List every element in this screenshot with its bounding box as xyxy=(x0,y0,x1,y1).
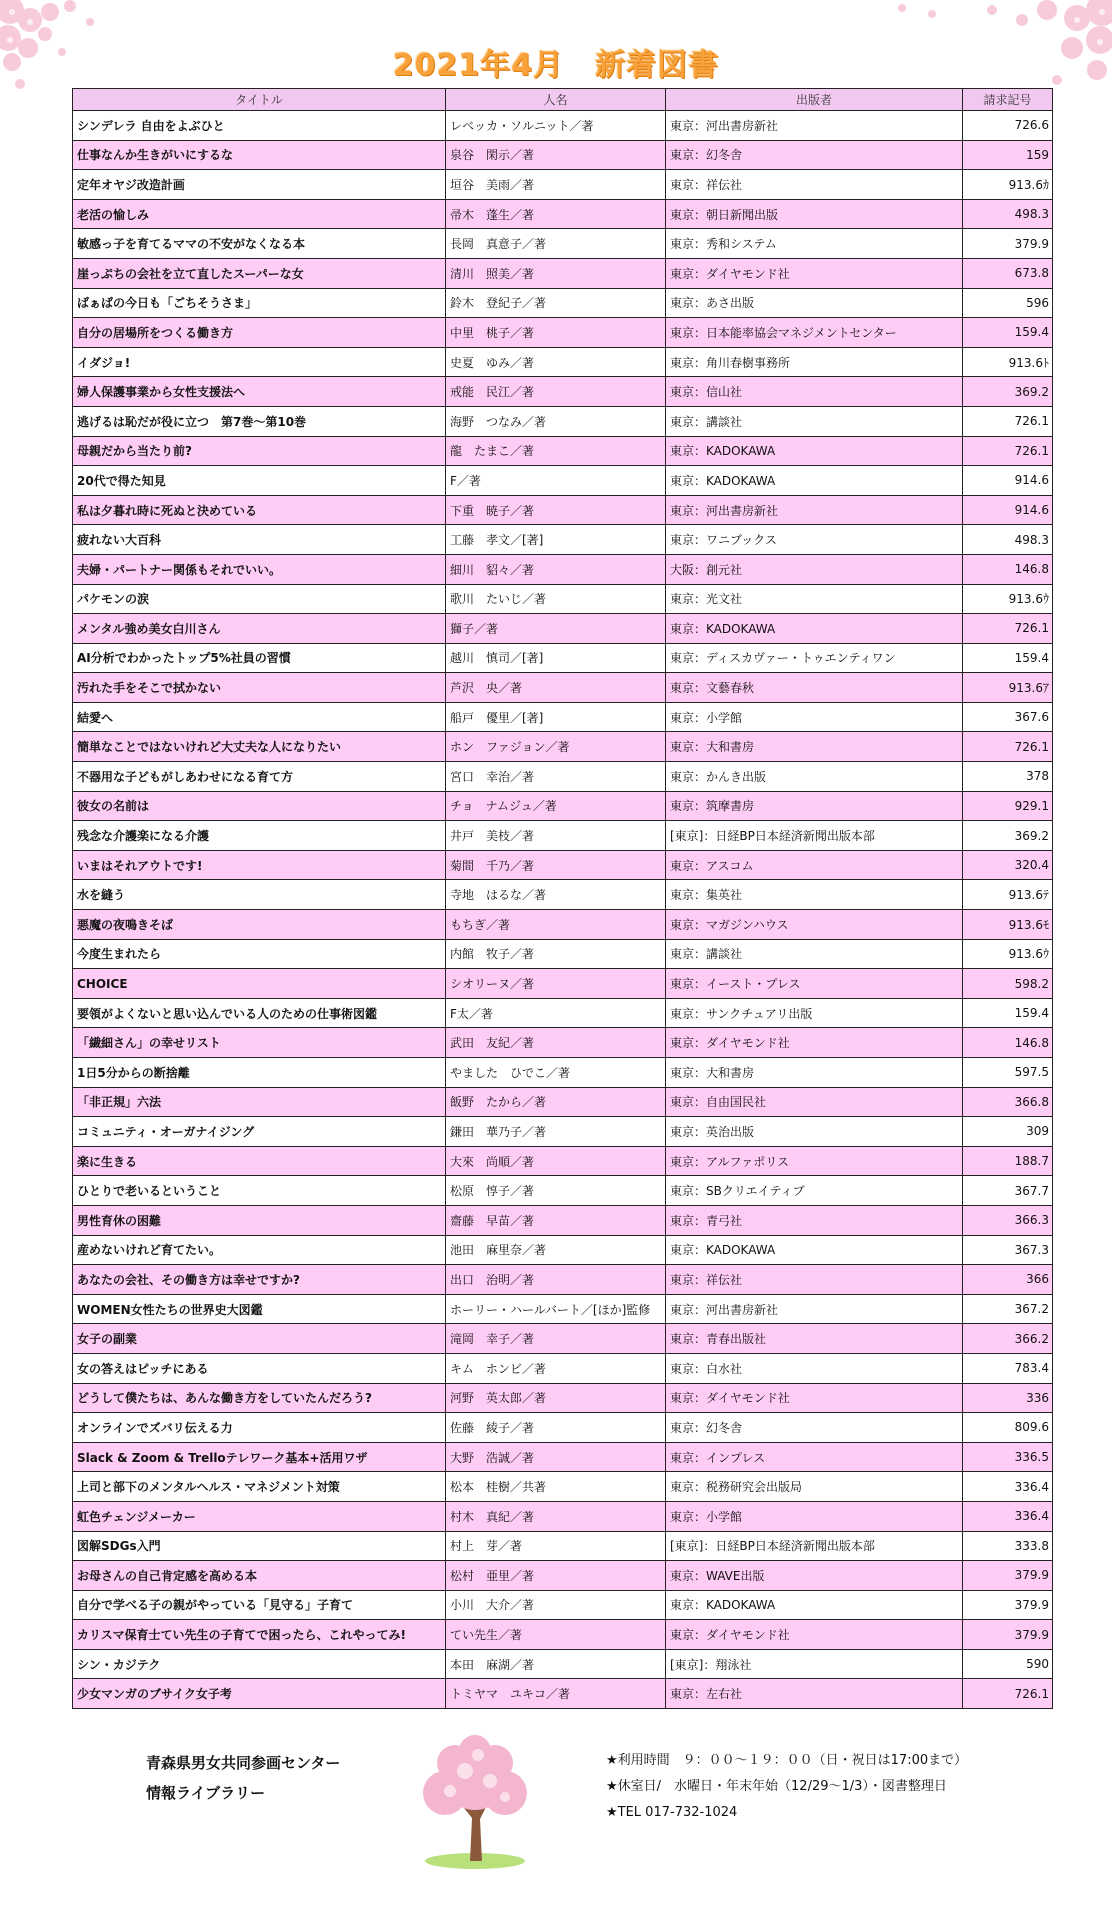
publisher: 東京：白水社 xyxy=(666,1353,963,1383)
call-number: 333.8 xyxy=(963,1531,1053,1561)
table-row xyxy=(73,910,1053,940)
author-name: 武田 友紀／著 xyxy=(446,1028,666,1058)
author-name: 本田 麻湖／著 xyxy=(446,1649,666,1679)
table-row xyxy=(73,1353,1053,1383)
book-title: 母親だから当たり前? xyxy=(73,436,446,466)
author-name: 越川 慎司／[著] xyxy=(446,643,666,673)
table-row xyxy=(73,1442,1053,1472)
table-row xyxy=(73,584,1053,614)
call-number: 336 xyxy=(963,1383,1053,1413)
table-row xyxy=(73,643,1053,673)
book-title: 楽に生きる xyxy=(73,1146,446,1176)
column-header-title: タイトル xyxy=(73,89,446,111)
table-row xyxy=(73,732,1053,762)
book-title: 今度生まれたら xyxy=(73,939,446,969)
author-name: 長岡 真意子／著 xyxy=(446,229,666,259)
table-row xyxy=(73,258,1053,288)
author-name: 獅子／著 xyxy=(446,614,666,644)
footer-organization xyxy=(146,1748,340,1808)
call-number: 379.9 xyxy=(963,1620,1053,1650)
table-row xyxy=(73,1472,1053,1502)
publisher: 東京：青春出版社 xyxy=(666,1324,963,1354)
call-number: 309 xyxy=(963,1117,1053,1147)
publisher: 東京：英治出版 xyxy=(666,1117,963,1147)
call-number: 726.1 xyxy=(963,732,1053,762)
call-number: 783.4 xyxy=(963,1353,1053,1383)
call-number: 379.9 xyxy=(963,229,1053,259)
table-row xyxy=(73,1265,1053,1295)
column-header-call-number: 請求記号 xyxy=(963,89,1053,111)
table-row xyxy=(73,1679,1053,1709)
call-number: 188.7 xyxy=(963,1146,1053,1176)
table-row xyxy=(73,673,1053,703)
author-name: 大野 浩誠／著 xyxy=(446,1442,666,1472)
publisher: 東京：講談社 xyxy=(666,939,963,969)
author-name: 清川 照美／著 xyxy=(446,258,666,288)
book-title: お母さんの自己肯定感を高める本 xyxy=(73,1561,446,1591)
call-number: 913.6ﾃ xyxy=(963,880,1053,910)
publisher: 東京：サンクチュアリ出版 xyxy=(666,998,963,1028)
publisher: 東京：ダイヤモンド社 xyxy=(666,1620,963,1650)
book-title: 自分で学べる子の親がやっている「見守る」子育て xyxy=(73,1590,446,1620)
book-title: メンタル強め美女白川さん xyxy=(73,614,446,644)
publisher: 東京：日本能率協会マネジメントセンター xyxy=(666,318,963,348)
book-title: 「非正規」六法 xyxy=(73,1087,446,1117)
call-number: 369.2 xyxy=(963,821,1053,851)
book-title: いまはそれアウトです! xyxy=(73,850,446,880)
table-row xyxy=(73,614,1053,644)
call-number: 366.8 xyxy=(963,1087,1053,1117)
author-name: 帚木 蓬生／著 xyxy=(446,199,666,229)
publisher: 東京：インプレス xyxy=(666,1442,963,1472)
table-row xyxy=(73,466,1053,496)
call-number: 597.5 xyxy=(963,1058,1053,1088)
author-name: もちぎ／著 xyxy=(446,910,666,940)
table-row xyxy=(73,525,1053,555)
call-number: 379.9 xyxy=(963,1561,1053,1591)
table-row xyxy=(73,495,1053,525)
publisher: 東京：筑摩書房 xyxy=(666,791,963,821)
call-number: 146.8 xyxy=(963,1028,1053,1058)
publisher: 東京：大和書房 xyxy=(666,732,963,762)
author-name: てい先生／著 xyxy=(446,1620,666,1650)
call-number: 366.2 xyxy=(963,1324,1053,1354)
book-title: 疲れない大百科 xyxy=(73,525,446,555)
book-title: 女の答えはピッチにある xyxy=(73,1353,446,1383)
page-title: 2021年4月 新着図書 xyxy=(392,48,720,83)
book-title: 敏感っ子を育てるママの不安がなくなる本 xyxy=(73,229,446,259)
publisher: 東京：KADOKAWA xyxy=(666,1590,963,1620)
book-title: どうして僕たちは、あんな働き方をしていたんだろう? xyxy=(73,1383,446,1413)
author-name: ホン ファジョン／著 xyxy=(446,732,666,762)
book-title: 仕事なんか生きがいにするな xyxy=(73,140,446,170)
book-title: 産めないけれど育てたい。 xyxy=(73,1235,446,1265)
call-number: 913.6ｱ xyxy=(963,673,1053,703)
cherry-tree-illustration xyxy=(400,1733,550,1873)
table-row xyxy=(73,377,1053,407)
author-name: やました ひでこ／著 xyxy=(446,1058,666,1088)
book-title: ばぁばの今日も「ごちそうさま」 xyxy=(73,288,446,318)
table-row xyxy=(73,1531,1053,1561)
call-number: 809.6 xyxy=(963,1413,1053,1443)
author-name: 村木 真紀／著 xyxy=(446,1501,666,1531)
author-name: 船戸 優里／[著] xyxy=(446,702,666,732)
author-name: 井戸 美枝／著 xyxy=(446,821,666,851)
author-name: 飯野 たから／著 xyxy=(446,1087,666,1117)
table-row xyxy=(73,1649,1053,1679)
publisher: 東京：青弓社 xyxy=(666,1205,963,1235)
publisher: 東京：祥伝社 xyxy=(666,170,963,200)
table-row xyxy=(73,1501,1053,1531)
book-title: パケモンの涙 xyxy=(73,584,446,614)
table-row xyxy=(73,702,1053,732)
table-row xyxy=(73,1235,1053,1265)
call-number: 913.6ｶ xyxy=(963,170,1053,200)
publisher: 東京：アルファポリス xyxy=(666,1146,963,1176)
call-number: 913.6ﾄ xyxy=(963,347,1053,377)
author-name: 大來 尚順／著 xyxy=(446,1146,666,1176)
call-number: 336.4 xyxy=(963,1501,1053,1531)
author-name: 工藤 孝文／[著] xyxy=(446,525,666,555)
author-name: 滝岡 幸子／著 xyxy=(446,1324,666,1354)
book-title: 水を縫う xyxy=(73,880,446,910)
author-name: 戒能 民江／著 xyxy=(446,377,666,407)
publisher: 東京：信山社 xyxy=(666,377,963,407)
call-number: 914.6 xyxy=(963,466,1053,496)
call-number: 726.1 xyxy=(963,406,1053,436)
author-name: 龍 たまこ／著 xyxy=(446,436,666,466)
book-title: AI分析でわかったトップ5%社員の習慣 xyxy=(73,643,446,673)
book-title: シン・カジテク xyxy=(73,1649,446,1679)
call-number: 726.1 xyxy=(963,436,1053,466)
book-title: CHOICE xyxy=(73,969,446,999)
author-name: 出口 治明／著 xyxy=(446,1265,666,1295)
book-title: 図解SDGs入門 xyxy=(73,1531,446,1561)
call-number: 596 xyxy=(963,288,1053,318)
publisher: 東京：河出書房新社 xyxy=(666,111,963,141)
table-row xyxy=(73,821,1053,851)
table-row xyxy=(73,1294,1053,1324)
author-name: トミヤマ ユキコ／著 xyxy=(446,1679,666,1709)
table-header-row xyxy=(73,89,1053,111)
book-title: 悪魔の夜鳴きそば xyxy=(73,910,446,940)
publisher: [東京]：日経BP日本経済新聞出版本部 xyxy=(666,1531,963,1561)
book-title: 逃げるは恥だが役に立つ 第7巻～第10巻 xyxy=(73,406,446,436)
publisher: 東京：SBクリエイティブ xyxy=(666,1176,963,1206)
call-number: 369.2 xyxy=(963,377,1053,407)
author-name: 海野 つなみ／著 xyxy=(446,406,666,436)
book-title: シンデレラ 自由をよぶひと xyxy=(73,111,446,141)
new-books-table xyxy=(72,88,1053,1709)
book-title: 簡単なことではないけれど大丈夫な人になりたい xyxy=(73,732,446,762)
book-title: 私は夕暮れ時に死ぬと決めている xyxy=(73,495,446,525)
table-row xyxy=(73,288,1053,318)
book-title: 自分の居場所をつくる働き方 xyxy=(73,318,446,348)
author-name: 宮口 幸治／著 xyxy=(446,762,666,792)
book-title: 定年オヤジ改造計画 xyxy=(73,170,446,200)
call-number: 914.6 xyxy=(963,495,1053,525)
footer-info xyxy=(606,1748,967,1826)
publisher: 東京：河出書房新社 xyxy=(666,495,963,525)
author-name: 松本 桂樹／共著 xyxy=(446,1472,666,1502)
table-row xyxy=(73,969,1053,999)
publisher: 東京：小学館 xyxy=(666,702,963,732)
author-name: 菊間 千乃／著 xyxy=(446,850,666,880)
book-title: 崖っぷちの会社を立て直したスーパーな女 xyxy=(73,258,446,288)
book-title: 上司と部下のメンタルヘルス・マネジメント対策 xyxy=(73,1472,446,1502)
call-number: 378 xyxy=(963,762,1053,792)
table-row xyxy=(73,229,1053,259)
author-name: 河野 英太郎／著 xyxy=(446,1383,666,1413)
book-title: 要領がよくないと思い込んでいる人のための仕事術図鑑 xyxy=(73,998,446,1028)
book-title: 婦人保護事業から女性支援法へ xyxy=(73,377,446,407)
call-number: 498.3 xyxy=(963,199,1053,229)
call-number: 367.2 xyxy=(963,1294,1053,1324)
table-row xyxy=(73,406,1053,436)
author-name: 中里 桃子／著 xyxy=(446,318,666,348)
author-name: 佐藤 綾子／著 xyxy=(446,1413,666,1443)
table-row xyxy=(73,436,1053,466)
table-row xyxy=(73,1058,1053,1088)
call-number: 159.4 xyxy=(963,998,1053,1028)
author-name: 小川 大介／著 xyxy=(446,1590,666,1620)
publisher: 東京：ダイヤモンド社 xyxy=(666,258,963,288)
author-name: 泉谷 閑示／著 xyxy=(446,140,666,170)
table-row xyxy=(73,1176,1053,1206)
table-row xyxy=(73,1117,1053,1147)
publisher: 東京：ダイヤモンド社 xyxy=(666,1383,963,1413)
author-name: チョ ナムジュ／著 xyxy=(446,791,666,821)
organization-name: 青森県男女共同参画センター xyxy=(146,1754,341,1772)
call-number: 336.5 xyxy=(963,1442,1053,1472)
table-row xyxy=(73,1028,1053,1058)
book-title: カリスマ保育士てい先生の子育てで困ったら、これやってみ! xyxy=(73,1620,446,1650)
publisher: [東京]：日経BP日本経済新聞出版本部 xyxy=(666,821,963,851)
table-row xyxy=(73,554,1053,584)
publisher: 東京：WAVE出版 xyxy=(666,1561,963,1591)
book-title: 残念な介護楽になる介護 xyxy=(73,821,446,851)
call-number: 913.6ｳ xyxy=(963,939,1053,969)
author-name: 松村 亜里／著 xyxy=(446,1561,666,1591)
book-title: 少女マンガのブサイク女子考 xyxy=(73,1679,446,1709)
publisher: 東京：アスコム xyxy=(666,850,963,880)
publisher: 東京：講談社 xyxy=(666,406,963,436)
author-name: 池田 麻里奈／著 xyxy=(446,1235,666,1265)
table-row xyxy=(73,199,1053,229)
call-number: 159 xyxy=(963,140,1053,170)
publisher: 東京：マガジンハウス xyxy=(666,910,963,940)
publisher: 東京：大和書房 xyxy=(666,1058,963,1088)
book-title: 男性育休の困難 xyxy=(73,1205,446,1235)
publisher: 東京：イースト・プレス xyxy=(666,969,963,999)
author-name: 内館 牧子／著 xyxy=(446,939,666,969)
author-name: F／著 xyxy=(446,466,666,496)
publisher: 大阪：創元社 xyxy=(666,554,963,584)
table-row xyxy=(73,880,1053,910)
call-number: 366.3 xyxy=(963,1205,1053,1235)
author-name: 歌川 たいじ／著 xyxy=(446,584,666,614)
publisher: 東京：左右社 xyxy=(666,1679,963,1709)
book-title: 虹色チェンジメーカー xyxy=(73,1501,446,1531)
column-header-author: 人名 xyxy=(446,89,666,111)
author-name: レベッカ・ソルニット／著 xyxy=(446,111,666,141)
book-title: コミュニティ・オーガナイジング xyxy=(73,1117,446,1147)
call-number: 498.3 xyxy=(963,525,1053,555)
book-title: 女子の副業 xyxy=(73,1324,446,1354)
author-name: キム ホンビ／著 xyxy=(446,1353,666,1383)
author-name: F太／著 xyxy=(446,998,666,1028)
table-row xyxy=(73,998,1053,1028)
table-row xyxy=(73,1087,1053,1117)
table-row xyxy=(73,170,1053,200)
call-number: 726.1 xyxy=(963,1679,1053,1709)
publisher: 東京：ディスカヴァー・トゥエンティワン xyxy=(666,643,963,673)
call-number: 379.9 xyxy=(963,1590,1053,1620)
author-name: 鈴木 登紀子／著 xyxy=(446,288,666,318)
author-name: 垣谷 美雨／著 xyxy=(446,170,666,200)
call-number: 598.2 xyxy=(963,969,1053,999)
book-title: 20代で得た知見 xyxy=(73,466,446,496)
publisher: 東京：税務研究会出版局 xyxy=(666,1472,963,1502)
author-name: 下重 暁子／著 xyxy=(446,495,666,525)
call-number: 320.4 xyxy=(963,850,1053,880)
book-title: 結愛へ xyxy=(73,702,446,732)
publisher: 東京：KADOKAWA xyxy=(666,466,963,496)
publisher: 東京：祥伝社 xyxy=(666,1265,963,1295)
book-title: 不器用な子どもがしあわせになる育て方 xyxy=(73,762,446,792)
publisher: 東京：KADOKAWA xyxy=(666,436,963,466)
publisher: 東京：朝日新聞出版 xyxy=(666,199,963,229)
table-row xyxy=(73,1383,1053,1413)
book-title: オンラインでズバリ伝える力 xyxy=(73,1413,446,1443)
table-row xyxy=(73,1590,1053,1620)
table-row xyxy=(73,1205,1053,1235)
table-row xyxy=(73,1413,1053,1443)
book-title: ひとりで老いるということ xyxy=(73,1176,446,1206)
book-title: 彼女の名前は xyxy=(73,791,446,821)
author-name: 松原 惇子／著 xyxy=(446,1176,666,1206)
publisher: 東京：かんき出版 xyxy=(666,762,963,792)
call-number: 590 xyxy=(963,1649,1053,1679)
publisher: [東京]：翔泳社 xyxy=(666,1649,963,1679)
publisher: 東京：自由国民社 xyxy=(666,1087,963,1117)
table-body xyxy=(73,111,1053,1709)
book-title: 汚れた手をそこで拭かない xyxy=(73,673,446,703)
publisher: 東京：KADOKAWA xyxy=(666,1235,963,1265)
table-row xyxy=(73,140,1053,170)
call-number: 146.8 xyxy=(963,554,1053,584)
closed-days: ★休室日/ 水曜日・年末年始（12/29～1/3）・図書整理日 xyxy=(606,1779,947,1794)
table-row xyxy=(73,762,1053,792)
table-row xyxy=(73,850,1053,880)
publisher: 東京：ワニブックス xyxy=(666,525,963,555)
publisher: 東京：河出書房新社 xyxy=(666,1294,963,1324)
publisher: 東京：幻冬舎 xyxy=(666,1413,963,1443)
table-row xyxy=(73,111,1053,141)
publisher: 東京：文藝春秋 xyxy=(666,673,963,703)
publisher: 東京：集英社 xyxy=(666,880,963,910)
publisher: 東京：KADOKAWA xyxy=(666,614,963,644)
author-name: 史夏 ゆみ／著 xyxy=(446,347,666,377)
publisher: 東京：幻冬舎 xyxy=(666,140,963,170)
book-title: あなたの会社、その働き方は幸せですか? xyxy=(73,1265,446,1295)
call-number: 726.1 xyxy=(963,614,1053,644)
publisher: 東京：ダイヤモンド社 xyxy=(666,1028,963,1058)
library-name: 情報ライブラリー xyxy=(146,1784,266,1802)
table-row xyxy=(73,791,1053,821)
table-row xyxy=(73,347,1053,377)
call-number: 336.4 xyxy=(963,1472,1053,1502)
opening-hours: ★利用時間 ９：００～１９：００（日・祝日は17:00まで） xyxy=(606,1753,968,1768)
call-number: 367.6 xyxy=(963,702,1053,732)
table-row xyxy=(73,1561,1053,1591)
call-number: 367.3 xyxy=(963,1235,1053,1265)
call-number: 367.7 xyxy=(963,1176,1053,1206)
publisher: 東京：あさ出版 xyxy=(666,288,963,318)
call-number: 726.6 xyxy=(963,111,1053,141)
book-title: イダジョ! xyxy=(73,347,446,377)
author-name: 寺地 はるな／著 xyxy=(446,880,666,910)
call-number: 673.8 xyxy=(963,258,1053,288)
publisher: 東京：秀和システム xyxy=(666,229,963,259)
author-name: 芦沢 央／著 xyxy=(446,673,666,703)
book-title: 夫婦・パートナー関係もそれでいい。 xyxy=(73,554,446,584)
call-number: 913.6ｳ xyxy=(963,584,1053,614)
column-header-publisher: 出版者 xyxy=(666,89,963,111)
table-row xyxy=(73,939,1053,969)
table-row xyxy=(73,1620,1053,1650)
telephone: ★TEL 017-732-1024 xyxy=(606,1805,738,1820)
call-number: 159.4 xyxy=(963,643,1053,673)
call-number: 929.1 xyxy=(963,791,1053,821)
publisher: 東京：角川春樹事務所 xyxy=(666,347,963,377)
book-title: WOMEN女性たちの世界史大図鑑 xyxy=(73,1294,446,1324)
author-name: 村上 芽／著 xyxy=(446,1531,666,1561)
publisher: 東京：光文社 xyxy=(666,584,963,614)
book-title: 「繊細さん」の幸せリスト xyxy=(73,1028,446,1058)
author-name: 鎌田 華乃子／著 xyxy=(446,1117,666,1147)
publisher: 東京：小学館 xyxy=(666,1501,963,1531)
book-title: 1日5分からの断捨離 xyxy=(73,1058,446,1088)
author-name: ホーリー・ハールバート／[ほか]監修 xyxy=(446,1294,666,1324)
call-number: 913.6ﾓ xyxy=(963,910,1053,940)
call-number: 366 xyxy=(963,1265,1053,1295)
book-title: 老活の愉しみ xyxy=(73,199,446,229)
book-title: Slack & Zoom & Trelloテレワーク基本+活用ワザ xyxy=(73,1442,446,1472)
table-row xyxy=(73,1324,1053,1354)
table-row xyxy=(73,318,1053,348)
author-name: シオリーヌ／著 xyxy=(446,969,666,999)
author-name: 細川 貂々／著 xyxy=(446,554,666,584)
call-number: 159.4 xyxy=(963,318,1053,348)
author-name: 齋藤 早苗／著 xyxy=(446,1205,666,1235)
table-row xyxy=(73,1146,1053,1176)
